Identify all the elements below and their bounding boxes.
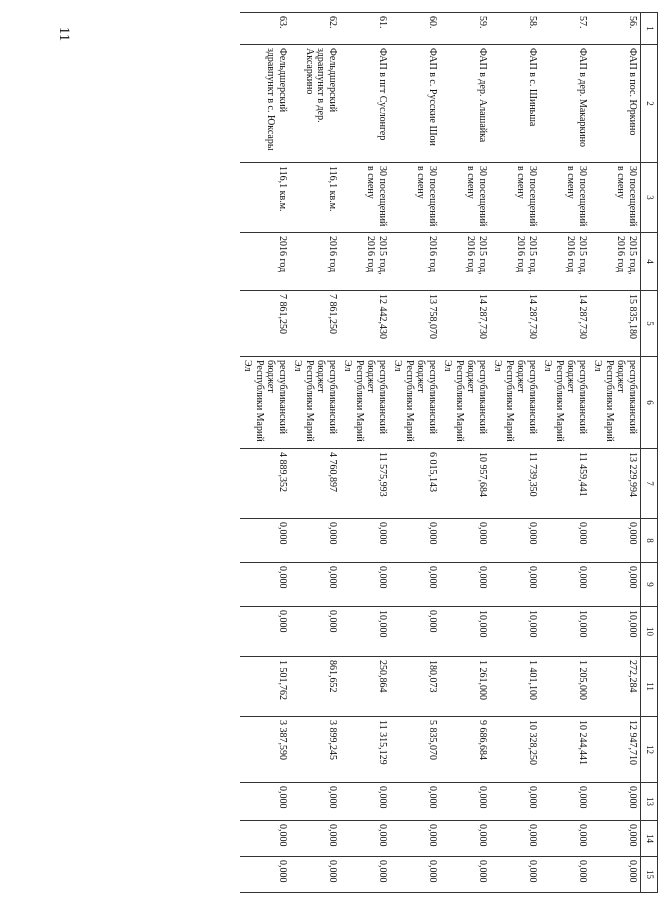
- column-header-2: 2: [641, 45, 658, 163]
- estimated-cost: 7 861,250: [290, 291, 340, 357]
- col-11-value: 1 401,100: [490, 657, 540, 717]
- col-8-value: 0,000: [590, 519, 641, 563]
- col-13-value: 0,000: [490, 783, 540, 821]
- col-13-value: 0,000: [440, 783, 490, 821]
- col-14-value: 0,000: [440, 821, 490, 857]
- col-7-value: 4 889,352: [240, 449, 290, 519]
- capacity: 30 посещений в смену: [490, 163, 540, 233]
- col-13-value: 0,000: [540, 783, 590, 821]
- object-name: Фельдшерский здравпункт в с. Юксары: [240, 45, 290, 163]
- col-14-value: 0,000: [340, 821, 390, 857]
- capacity: 30 посещений в смену: [340, 163, 390, 233]
- col-12-value: 3 387,590: [240, 717, 290, 783]
- col-10-value: 10,000: [340, 607, 390, 657]
- construction-years: 2015 год, 2016 год: [590, 233, 641, 291]
- table-row: [240, 13, 290, 893]
- col-15-value: 0,000: [390, 857, 440, 893]
- object-name: Фельдшерский здравпункт в дер. Аксаркино: [290, 45, 340, 163]
- col-13-value: 0,000: [240, 783, 290, 821]
- table-row: [390, 13, 440, 893]
- col-9-value: 0,000: [240, 563, 290, 607]
- col-8-value: 0,000: [390, 519, 440, 563]
- col-12-value: 11 315,129: [340, 717, 390, 783]
- construction-years: 2016 год: [290, 233, 340, 291]
- capacity: 116,1 кв.м.: [240, 163, 290, 233]
- column-header-13: 13: [641, 783, 658, 821]
- column-header-10: 10: [641, 607, 658, 657]
- table-row: [590, 13, 641, 893]
- row-number: 59.: [440, 13, 490, 45]
- col-10-value: 0,000: [390, 607, 440, 657]
- col-15-value: 0,000: [590, 857, 641, 893]
- construction-table: [240, 12, 658, 893]
- construction-years: 2016 год: [390, 233, 440, 291]
- col-15-value: 0,000: [340, 857, 390, 893]
- funding-source: республиканский бюджет Республики Марий Эл: [240, 357, 290, 449]
- col-13-value: 0,000: [290, 783, 340, 821]
- col-10-value: 10,000: [590, 607, 641, 657]
- column-header-9: 9: [641, 563, 658, 607]
- row-number: 62.: [290, 13, 340, 45]
- table-body: [240, 13, 641, 893]
- funding-source: республиканский бюджет Республики Марий Эл: [290, 357, 340, 449]
- funding-source: республиканский бюджет Республики Марий Эл: [490, 357, 540, 449]
- column-header-8: 8: [641, 519, 658, 563]
- col-7-value: 13 229,994: [590, 449, 641, 519]
- col-13-value: 0,000: [590, 783, 641, 821]
- col-14-value: 0,000: [290, 821, 340, 857]
- col-12-value: 10 244,441: [540, 717, 590, 783]
- col-12-value: 9 686,684: [440, 717, 490, 783]
- estimated-cost: 14 287,730: [540, 291, 590, 357]
- column-header-4: 4: [641, 233, 658, 291]
- construction-years: 2016 год: [240, 233, 290, 291]
- object-name: ФАП в пгт Суслонгер: [340, 45, 390, 163]
- row-number: 60.: [390, 13, 440, 45]
- col-9-value: 0,000: [590, 563, 641, 607]
- col-11-value: 1 261,000: [440, 657, 490, 717]
- col-12-value: 12 947,710: [590, 717, 641, 783]
- col-10-value: 0,000: [240, 607, 290, 657]
- col-15-value: 0,000: [240, 857, 290, 893]
- construction-years: 2015 год, 2016 год: [540, 233, 590, 291]
- column-header-6: 6: [641, 357, 658, 449]
- table-row: [440, 13, 490, 893]
- capacity: 30 посещений в смену: [440, 163, 490, 233]
- object-name: ФАП в пос. Юркино: [590, 45, 641, 163]
- col-14-value: 0,000: [390, 821, 440, 857]
- col-10-value: 10,000: [540, 607, 590, 657]
- funding-source: республиканский бюджет Республики Марий Эл: [340, 357, 390, 449]
- col-15-value: 0,000: [440, 857, 490, 893]
- col-12-value: 5 835,070: [390, 717, 440, 783]
- estimated-cost: 7 861,250: [240, 291, 290, 357]
- funding-source: республиканский бюджет Республики Марий Эл: [590, 357, 641, 449]
- table-row: [490, 13, 540, 893]
- column-header-3: 3: [641, 163, 658, 233]
- col-8-value: 0,000: [440, 519, 490, 563]
- col-9-value: 0,000: [290, 563, 340, 607]
- estimated-cost: 15 835,180: [590, 291, 641, 357]
- col-9-value: 0,000: [440, 563, 490, 607]
- header-row: [641, 13, 658, 893]
- col-15-value: 0,000: [290, 857, 340, 893]
- col-7-value: 11 575,993: [340, 449, 390, 519]
- col-14-value: 0,000: [490, 821, 540, 857]
- col-7-value: 11 459,441: [540, 449, 590, 519]
- col-11-value: 1 501,762: [240, 657, 290, 717]
- col-7-value: 11 739,350: [490, 449, 540, 519]
- row-number: 61.: [340, 13, 390, 45]
- col-12-value: 3 899,245: [290, 717, 340, 783]
- column-header-12: 12: [641, 717, 658, 783]
- col-14-value: 0,000: [540, 821, 590, 857]
- column-header-7: 7: [641, 449, 658, 519]
- col-11-value: 861,652: [290, 657, 340, 717]
- col-8-value: 0,000: [490, 519, 540, 563]
- col-10-value: 0,000: [290, 607, 340, 657]
- funding-source: республиканский бюджет Республики Марий Эл: [390, 357, 440, 449]
- col-8-value: 0,000: [540, 519, 590, 563]
- col-15-value: 0,000: [490, 857, 540, 893]
- col-14-value: 0,000: [590, 821, 641, 857]
- col-11-value: 272,284: [590, 657, 641, 717]
- capacity: 30 посещений в смену: [390, 163, 440, 233]
- col-11-value: 250,864: [340, 657, 390, 717]
- col-12-value: 10 328,250: [490, 717, 540, 783]
- col-7-value: 10 957,684: [440, 449, 490, 519]
- construction-years: 2015 год, 2016 год: [490, 233, 540, 291]
- col-9-value: 0,000: [540, 563, 590, 607]
- object-name: ФАП в с. Русские Шои: [390, 45, 440, 163]
- estimated-cost: 13 758,070: [390, 291, 440, 357]
- column-header-5: 5: [641, 291, 658, 357]
- col-14-value: 0,000: [240, 821, 290, 857]
- col-9-value: 0,000: [490, 563, 540, 607]
- table-row: [540, 13, 590, 893]
- column-header-1: 1: [641, 13, 658, 45]
- col-7-value: 6 015,143: [390, 449, 440, 519]
- object-name: ФАП в дер. Макаркино: [540, 45, 590, 163]
- estimated-cost: 12 442,430: [340, 291, 390, 357]
- row-number: 57.: [540, 13, 590, 45]
- capacity: 30 посещений в смену: [540, 163, 590, 233]
- row-number: 58.: [490, 13, 540, 45]
- funding-source: республиканский бюджет Республики Марий Эл: [540, 357, 590, 449]
- page-number: 11: [56, 26, 72, 42]
- capacity: 30 посещений в смену: [590, 163, 641, 233]
- column-header-15: 15: [641, 857, 658, 893]
- column-header-11: 11: [641, 657, 658, 717]
- estimated-cost: 14 287,730: [490, 291, 540, 357]
- col-7-value: 4 760,897: [290, 449, 340, 519]
- column-header-14: 14: [641, 821, 658, 857]
- col-13-value: 0,000: [390, 783, 440, 821]
- rotated-table-wrapper: [118, 12, 658, 892]
- object-name: ФАП в с. Шиньша: [490, 45, 540, 163]
- col-10-value: 10,000: [440, 607, 490, 657]
- col-8-value: 0,000: [340, 519, 390, 563]
- row-number: 63.: [240, 13, 290, 45]
- estimated-cost: 14 287,730: [440, 291, 490, 357]
- table-row: [340, 13, 390, 893]
- col-15-value: 0,000: [540, 857, 590, 893]
- col-9-value: 0,000: [340, 563, 390, 607]
- capacity: 116,1 кв.м.: [290, 163, 340, 233]
- table-row: [290, 13, 340, 893]
- col-8-value: 0,000: [240, 519, 290, 563]
- construction-years: 2015 год, 2016 год: [440, 233, 490, 291]
- col-13-value: 0,000: [340, 783, 390, 821]
- funding-source: республиканский бюджет Республики Марий Эл: [440, 357, 490, 449]
- object-name: ФАП в дер. Алашайка: [440, 45, 490, 163]
- col-8-value: 0,000: [290, 519, 340, 563]
- construction-years: 2015 год, 2016 год: [340, 233, 390, 291]
- col-10-value: 10,000: [490, 607, 540, 657]
- col-11-value: 180,073: [390, 657, 440, 717]
- col-9-value: 0,000: [390, 563, 440, 607]
- row-number: 56.: [590, 13, 641, 45]
- col-11-value: 1 205,000: [540, 657, 590, 717]
